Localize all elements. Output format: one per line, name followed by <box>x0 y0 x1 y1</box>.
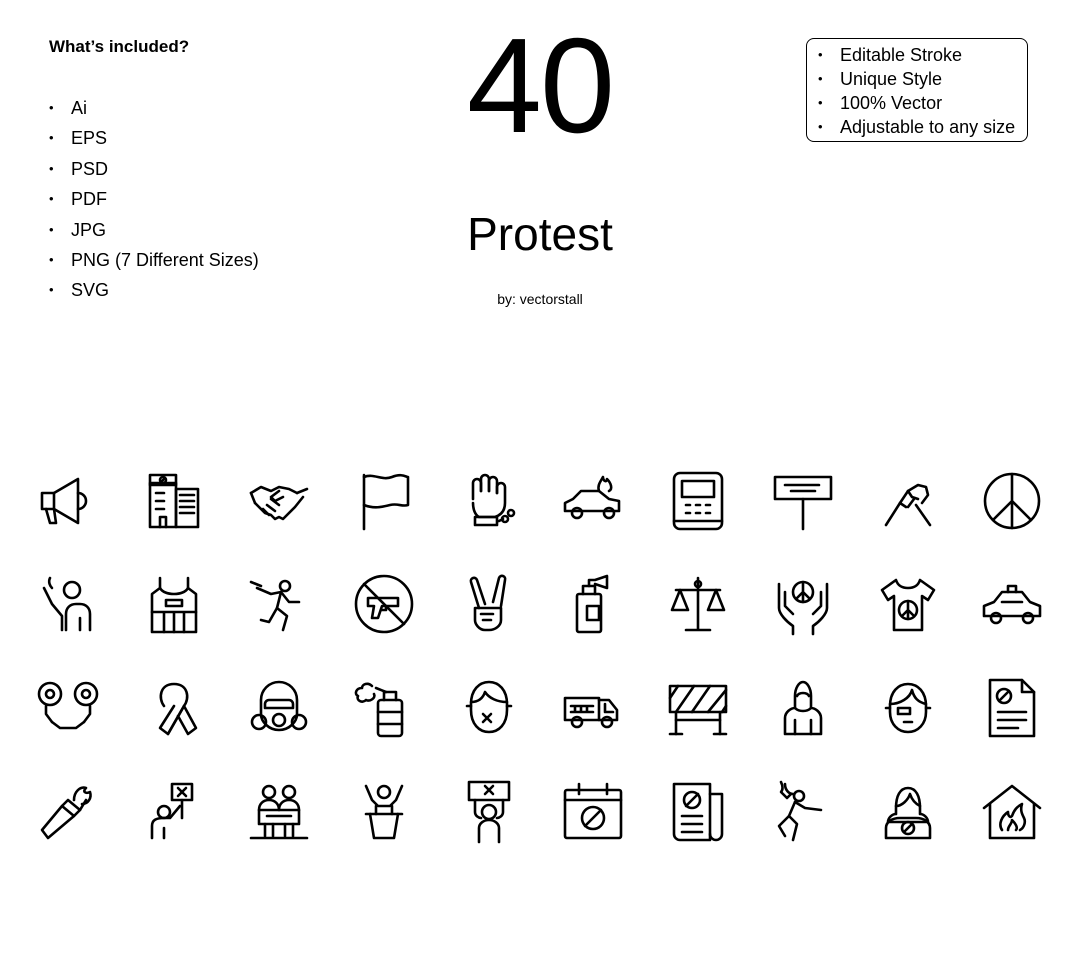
peace-tshirt-icon <box>876 572 940 636</box>
press-conference-icon <box>247 780 311 844</box>
silenced-face-icon <box>457 676 521 740</box>
format-item: • EPS <box>49 124 259 154</box>
awareness-ribbon-icon <box>142 676 206 740</box>
burning-car-icon <box>561 469 625 533</box>
person-holding-sign-icon <box>457 780 521 844</box>
chained-fist-icon <box>457 469 521 533</box>
author-credit: by: vectorstall <box>497 291 583 307</box>
arm-wrestle-icon <box>876 469 940 533</box>
format-item: • JPG <box>49 216 259 246</box>
no-guns-icon <box>352 572 416 636</box>
format-item: • PDF <box>49 185 259 215</box>
molotov-cocktail-icon <box>36 780 100 844</box>
features-box <box>806 38 1028 142</box>
format-item: • Ai <box>49 94 259 124</box>
signboard-icon <box>771 469 835 533</box>
atm-icon <box>666 469 730 533</box>
fire-extinguisher-icon <box>561 572 625 636</box>
pepper-spray-icon <box>352 676 416 740</box>
running-person-icon <box>247 572 311 636</box>
handcuffs-icon <box>36 676 100 740</box>
victory-hand-icon <box>457 572 521 636</box>
justice-scale-icon <box>666 572 730 636</box>
feature-item: • 100% Vector <box>818 92 1027 116</box>
format-item: • PNG (7 Different Sizes) <box>49 246 259 276</box>
megaphone-icon <box>36 469 100 533</box>
feature-item: • Editable Stroke <box>818 44 1027 68</box>
barricade-icon <box>666 676 730 740</box>
flag-icon <box>352 469 416 533</box>
closed-building-icon <box>142 469 206 533</box>
whats-included-heading: What’s included? <box>49 37 190 56</box>
throwing-person-icon <box>771 780 835 844</box>
protester-sign-icon <box>142 780 206 844</box>
feature-item: • Unique Style <box>818 68 1027 92</box>
handshake-icon <box>247 469 311 533</box>
gas-mask-icon <box>247 676 311 740</box>
banned-newspaper-icon <box>666 780 730 844</box>
banned-calendar-icon <box>561 780 625 844</box>
vest-icon <box>142 572 206 636</box>
burning-house-icon <box>980 780 1044 844</box>
hands-peace-icon <box>771 572 835 636</box>
hooded-person-icon <box>771 676 835 740</box>
feature-list <box>818 44 1027 140</box>
injured-face-icon <box>876 676 940 740</box>
pack-title: Protest <box>467 208 613 260</box>
fire-truck-icon <box>561 676 625 740</box>
speaker-podium-icon <box>352 780 416 844</box>
banned-woman-icon <box>876 780 940 844</box>
police-car-icon <box>980 572 1044 636</box>
banned-document-icon <box>980 676 1044 740</box>
format-item: • SVG <box>49 276 259 306</box>
feature-item: • Adjustable to any size <box>818 116 1027 140</box>
format-item: • PSD <box>49 155 259 185</box>
icon-count: 40 <box>466 10 614 161</box>
raised-hand-person-icon <box>36 572 100 636</box>
peace-sign-icon <box>980 469 1044 533</box>
